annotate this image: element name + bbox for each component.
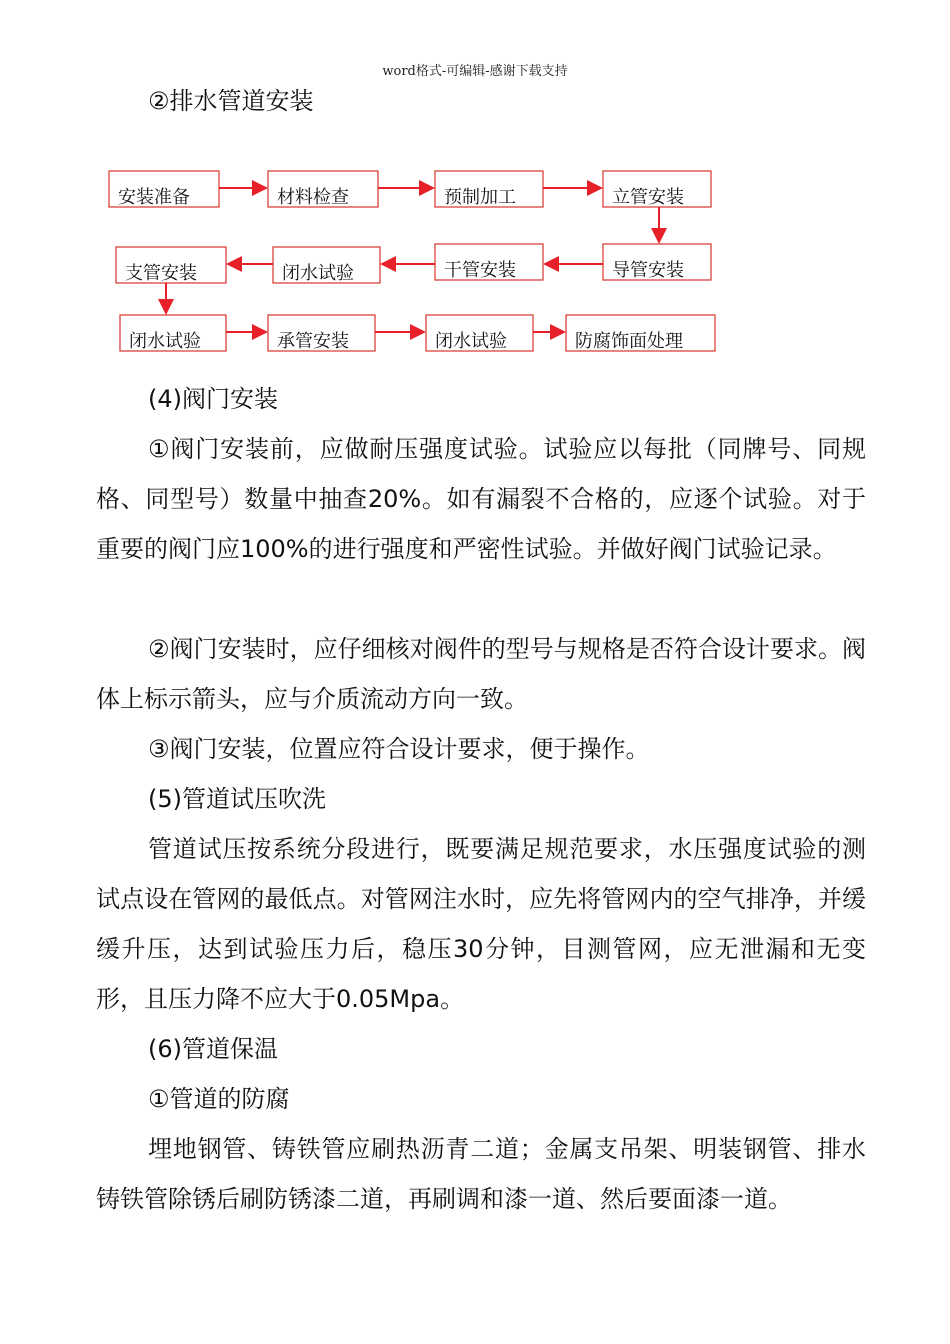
insulation-paragraph: 埋地钢管、铸铁管应刷热沥青二道；金属支吊架、明装钢管、排水铸铁管除锈后刷防锈漆二道，再刷调和漆一道、然后要面漆一道。: [96, 1135, 866, 1213]
flow-box-row2-4: [603, 244, 711, 281]
flow-box-label: 立管安装: [612, 187, 684, 208]
process-flowchart: [0, 0, 950, 370]
flow-box-row3-1: [120, 315, 226, 352]
flow-box-row2-1: [116, 247, 226, 284]
flow-box-row1-3: [435, 171, 543, 208]
flow-box-label: 支管安装: [125, 263, 197, 284]
flow-box-label: 导管安装: [612, 260, 684, 281]
page-header: word格式-可编辑-感谢下载支持: [382, 64, 568, 79]
flow-box-row1-1: [109, 171, 219, 208]
insulation-heading: (6)管道保温: [148, 1035, 278, 1063]
flow-box-row3-3: [426, 315, 533, 352]
flow-box-row2-2: [273, 247, 380, 284]
flow-box-label: 干管安装: [444, 260, 516, 281]
flow-box-row1-4: [603, 171, 711, 208]
flow-box-label: 安装准备: [118, 187, 190, 208]
section-title: ②排水管道安装: [148, 87, 314, 115]
flow-box-label: 承管安装: [277, 331, 349, 352]
insulation-subheading: ①管道的防腐: [148, 1085, 290, 1113]
flow-box-row2-3: [435, 244, 543, 281]
flow-box-row3-4: [566, 315, 715, 352]
flow-box-label: 闭水试验: [129, 331, 201, 352]
flow-box-row3-2: [268, 315, 375, 352]
flow-box-label: 预制加工: [444, 187, 516, 208]
valve-paragraph-3: ③阀门安装，位置应符合设计要求，便于操作。: [148, 735, 650, 763]
flow-box-row1-2: [268, 171, 378, 208]
flow-box-label: 闭水试验: [282, 263, 354, 284]
valve-heading: (4)阀门安装: [148, 385, 278, 413]
valve-paragraph-1: ①阀门安装前，应做耐压强度试验。试验应以每批（同牌号、同规格、同型号）数量中抽查20%。如有漏裂不合格的，应逐个试验。对于重要的阀门应100%的进行强度和严密性试验。并做好阀门试验记录。: [96, 435, 866, 563]
flow-box-label: 防腐饰面处理: [575, 331, 683, 352]
valve-paragraph-2: ②阀门安装时，应仔细核对阀件的型号与规格是否符合设计要求。阀体上标示箭头，应与介质流动方向一致。: [96, 635, 866, 713]
flow-box-label: 闭水试验: [435, 331, 507, 352]
flow-box-label: 材料检查: [277, 187, 349, 208]
pressure-heading: (5)管道试压吹洗: [148, 785, 326, 813]
pressure-paragraph: 管道试压按系统分段进行，既要满足规范要求，水压强度试验的测试点设在管网的最低点。对管网注水时，应先将管网内的空气排净，并缓缓升压，达到试验压力后，稳压30分钟，目测管网，应无泄漏和无变形，且压力降不应大于0.05Mpa。: [96, 835, 866, 1013]
